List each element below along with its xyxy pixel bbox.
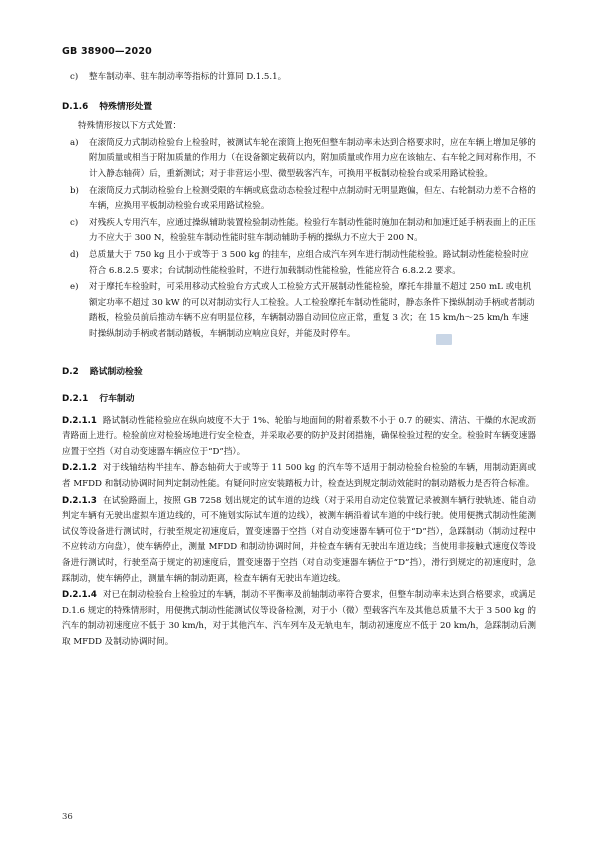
section-title: 路试制动检验: [89, 366, 143, 377]
page-number: 36: [62, 812, 73, 822]
list-item: [62, 184, 536, 215]
list-item-text: 整车制动率、驻车制动率等指标的计算同 D.1.5.1。: [89, 72, 287, 82]
standard-id-header: GB 38900—2020: [62, 46, 152, 57]
clause-number: D.2.1.4: [62, 590, 97, 601]
list-item-label: c): [70, 72, 79, 82]
section-number: D.2: [62, 366, 79, 377]
clause-number: D.2.1.3: [62, 495, 97, 506]
list-item-text: 在滚筒反力式制动检验台上检验时，被测试车轮在滚筒上抱死但整车制动率未达到合格要求时，应在车辆上增加足够的附加质量或相当于附加质量的作用力（在设备额定载荷以内，附加质量或作用力应在该轴左、右车轮之间对称作用，不计入静态轴荷）后，重新测试；对于非营运小型、微型载客汽车，可换用平板制动检验台或采用路试检验。: [89, 137, 536, 179]
list-item-label: a): [70, 137, 79, 148]
list-item: [62, 216, 536, 247]
section-title: 特殊情形处置: [99, 101, 153, 112]
section-number: D.1.6: [62, 101, 89, 112]
clause-text: 在试验路面上，按照 GB 7258 划出规定的试车道的边线（对于采用自动定位装置记录被测车辆行驶轨迹、能自动判定车辆有无驶出虚拟车道边线的，可不施划实际试车道的边线），被测车辆沿着试车道的中线行驶。使用便携式制动性能测试仪等设备进行测试时，行驶至规定初速度后，置变速器于空挡（对自动变速器车辆可位于“D”挡），急踩制动（制动过程中不应转动方向盘），使车辆停止，测量 MFDD 和制动协调时间，并检查车辆有无驶出车道边线；当使用非接触式速度仪等设备进行测试时，行驶至高于规定的初速度后，置变速器于空挡（对自动变速器车辆位于“D”挡），滑行到规定的初速度时，急踩制动，使车辆停止，测量车辆的制动距离，检查车辆有无驶出车道边线。: [62, 495, 536, 584]
list-item-text: 对残疾人专用汽车，应通过操纵辅助装置检验制动性能。检验行车制动性能时施加在制动和加速迁延手柄表面上的正压力不应大于 300 N，检验驻车制动性能时驻车制动辅助手柄的操纵力不应大于 200 N。: [89, 217, 536, 244]
subsection-number: D.2.1: [62, 394, 89, 405]
watermark-stamp-icon: [436, 334, 452, 345]
list-item: [62, 136, 536, 183]
clause-paragraph: [62, 461, 536, 492]
list-item: [62, 280, 536, 342]
clause-paragraph: [62, 414, 536, 461]
section-heading: [62, 100, 536, 116]
list-item-label: d): [70, 249, 79, 260]
subsection-title: 行车制动: [99, 394, 135, 405]
list-item-label: c): [70, 217, 79, 228]
clause-text: 对于线轴结构半挂车、静态轴荷大于或等于 11 500 kg 的汽车等不适用于制动检验台检验的车辆，用制动距离或者 MFDD 和制动协调时间判定制动性能。有疑问时应安装踏板力计，检查达到规定制动效能时的制动踏板力是否符合标准。: [62, 463, 536, 490]
clause-paragraph: [62, 494, 536, 588]
list-item-text: 对于摩托车检验时，可采用移动式检验台方式或人工检验方式开展制动性能检验，摩托车排量不超过 250 mL 或电机额定功率不超过 30 kW 的可以对制动实行人工检验。人工检验摩托车制动性能时，静态条件下操纵制动手柄或者制动踏板，检验员前后推动车辆不应有明显位移，车辆制动器自动回位应正常，重复 3 次；在 15 km/h～25 km/h 车速时操纵制动手柄或者制动踏板，车辆制动应响应良好，并能及时停车。: [89, 282, 535, 339]
list-item-label: b): [70, 185, 79, 196]
clause-number: D.2.1.2: [62, 463, 97, 474]
list-item-label: e): [70, 282, 79, 293]
section-intro: 特殊情形按以下方式处置：: [78, 121, 182, 132]
subsection-heading: [62, 392, 536, 408]
list-item: [62, 248, 536, 279]
section-heading: [62, 365, 536, 381]
list-item: [62, 70, 536, 86]
clause-text: 对已在制动检验台上检验过的车辆，制动不平衡率及前轴制动率符合要求，但整车制动率未达到合格要求，或满足 D.1.6 规定的特殊情形时，用便携式制动性能测试仪等设备检测，对于小（微）型载客汽车及其他总质量不大于 3 500 kg 的汽车的制动初速度应不低于 30 km/h，对于其他汽车、汽车列车及无轨电车，制动初速度应不低于 20 km/h，急踩制动后测取 MFDD 及制动协调时间。: [62, 590, 536, 647]
section-d2: [62, 365, 536, 651]
clause-paragraph: [62, 588, 536, 650]
clause-text: 路试制动性能检验应在纵向坡度不大于 1%、轮胎与地面间的附着系数不小于 0.7 的硬实、清洁、干燥的水泥或沥青路面上进行。检验前应对检验场地进行安全检查，并采取必要的防护及封闭措施，确保检验过程的安全。检验时车辆变速器应置于空挡（对自动变速器车辆应位于“D”挡）。: [62, 415, 536, 457]
section-d16: [62, 100, 536, 343]
list-item-text: 总质量大于 750 kg 且小于或等于 3 500 kg 的挂车，应组合成汽车列车进行制动性能检验。路试制动性能检验时应符合 6.8.2.5 要求；台试制动性能检验时，不进行加载制动性能检验，性能应符合 6.8.2.2 要求。: [89, 249, 529, 276]
document-body: [62, 70, 536, 652]
list-item-text: 在滚筒反力式制动检验台上检测受限的车辆或底盘动态检验过程中点制动时无明显跑偏，但左、右轮制动力差不合格的车辆，应换用平板制动检验台或采用路试检验。: [89, 185, 536, 212]
clause-number: D.2.1.1: [62, 415, 97, 426]
